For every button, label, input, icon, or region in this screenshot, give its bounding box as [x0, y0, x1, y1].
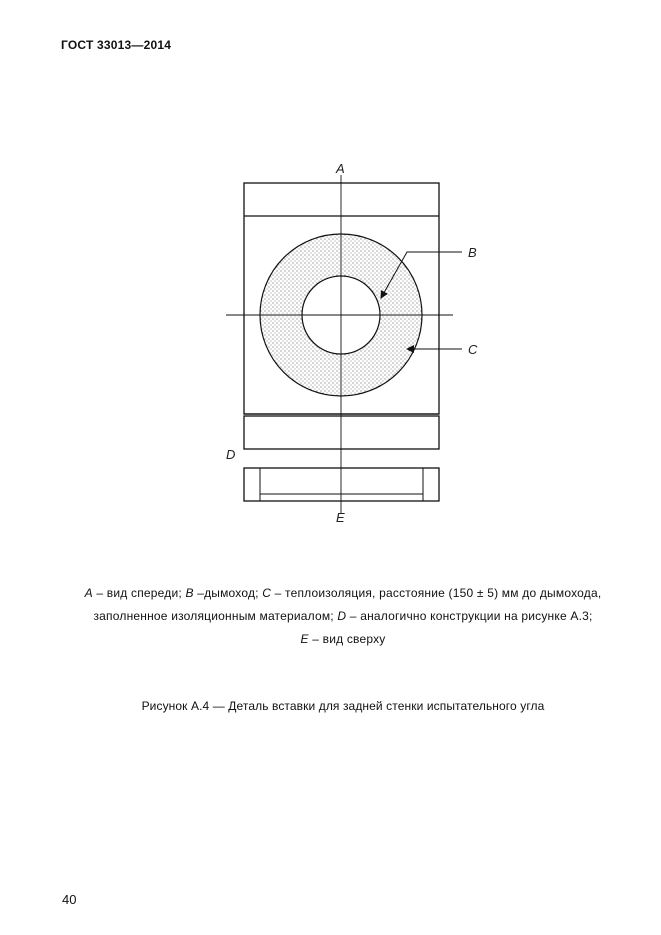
label-a: A	[336, 161, 345, 176]
page-number: 40	[62, 892, 77, 907]
figure-title: Рисунок А.4 — Деталь вставки для задней стенки испытательного угла	[141, 699, 545, 713]
legend-line-1	[40, 582, 646, 605]
legend-a-text: – вид спереди;	[92, 586, 186, 600]
insert-detail-drawing	[200, 150, 500, 540]
legend-d-letter: D	[337, 609, 347, 623]
legend-e-letter: E	[300, 632, 309, 646]
legend-line-3	[40, 628, 646, 651]
legend-line2-text: заполненное изоляционным материалом;	[93, 609, 338, 623]
legend-d-text: – аналогично конструкции на рисунке А.3;	[346, 609, 593, 623]
document-header: ГОСТ 33013—2014	[61, 38, 172, 52]
legend-b-letter: B	[185, 586, 194, 600]
figure-legend	[40, 582, 646, 651]
bottom-band	[244, 416, 439, 449]
legend-c-text: – теплоизоляция, расстояние (150 ± 5) мм до дымохода,	[271, 586, 602, 600]
legend-a-letter: A	[84, 586, 93, 600]
top-view-frame	[244, 468, 439, 501]
label-c: C	[468, 342, 478, 357]
label-d: D	[226, 447, 236, 462]
legend-line-2	[40, 605, 646, 628]
legend-c-letter: C	[262, 586, 272, 600]
legend-b-text: –дымоход;	[193, 586, 263, 600]
label-b: B	[468, 245, 477, 260]
label-e: E	[336, 510, 345, 525]
legend-e-text: – вид сверху	[308, 632, 386, 646]
